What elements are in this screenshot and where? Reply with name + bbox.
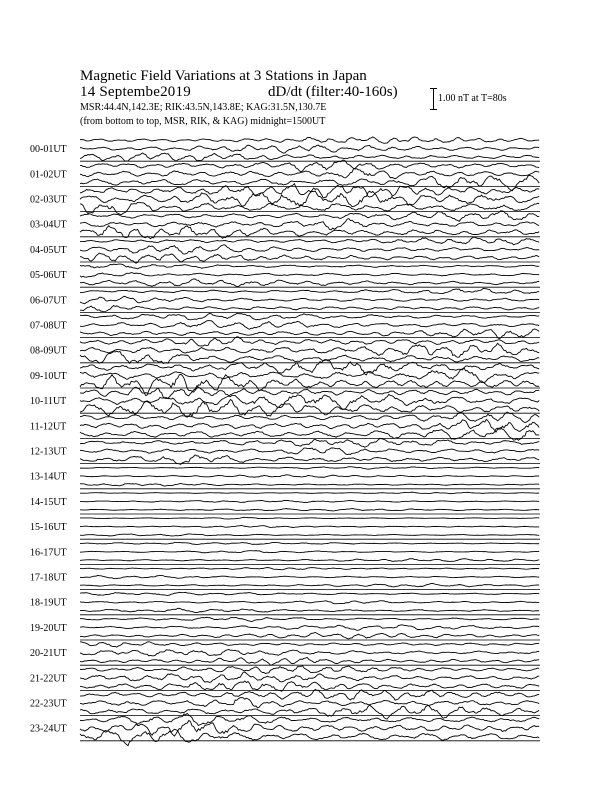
trace-rik [80, 601, 539, 604]
trace-kag [80, 568, 539, 570]
trace-msr [80, 329, 539, 339]
row-label: 21-22UT [30, 673, 67, 685]
row-label: 00-01UT [30, 144, 67, 156]
trace-kag [80, 211, 539, 222]
row-label: 07-08UT [30, 320, 67, 332]
trace-msr [80, 583, 539, 586]
trace-rik [80, 448, 539, 455]
trace-kag [80, 184, 539, 198]
row-label: 17-18UT [30, 572, 67, 584]
row-label: 20-21UT [30, 648, 67, 660]
trace-kag [80, 642, 539, 647]
row-label: 16-17UT [30, 547, 67, 559]
trace-rik [80, 296, 539, 303]
trace-kag [80, 137, 539, 143]
trace-msr [80, 705, 539, 719]
trace-rik [80, 625, 539, 631]
trace-msr [80, 306, 539, 312]
chart-units: dD/dt (filter:40-160s) [268, 84, 398, 100]
row-label: 06-07UT [30, 295, 67, 307]
trace-rik [80, 475, 539, 477]
row-label: 02-03UT [30, 194, 67, 206]
trace-kag [80, 492, 539, 493]
trace-rik [80, 698, 539, 708]
chart-title: Magnetic Field Variations at 3 Stations in Japan [80, 68, 367, 84]
trace-rik [80, 273, 539, 278]
row-label: 13-14UT [30, 471, 67, 483]
row-label: 14-15UT [30, 496, 67, 508]
trace-kag [80, 617, 539, 621]
row-label: 04-05UT [30, 244, 67, 256]
trace-rik [80, 575, 539, 578]
trace-msr [80, 175, 539, 190]
trace-msr [80, 657, 539, 665]
trace-msr [80, 374, 539, 395]
trace-rik [80, 145, 539, 153]
trace-kag [80, 289, 539, 294]
trace-rik [80, 169, 539, 179]
trace-msr [80, 559, 539, 562]
trace-msr [80, 351, 539, 363]
trace-rik [80, 245, 539, 254]
row-label: 03-04UT [30, 219, 67, 231]
row-label: 01-02UT [30, 169, 67, 181]
trace-kag [80, 689, 539, 700]
trace-rik [80, 525, 539, 527]
trace-rik [80, 321, 539, 330]
trace-rik [80, 219, 539, 230]
trace-rik [80, 419, 539, 432]
trace-rik [80, 500, 539, 502]
trace-kag [80, 542, 539, 544]
trace-rik [80, 368, 539, 383]
trace-kag [80, 517, 539, 519]
row-label: 22-23UT [30, 698, 67, 710]
row-label: 19-20UT [30, 622, 67, 634]
trace-kag [80, 313, 539, 319]
trace-kag [80, 666, 539, 674]
trace-msr [80, 279, 539, 287]
row-label: 09-10UT [30, 370, 67, 382]
row-label: 23-24UT [30, 723, 67, 735]
row-label: 08-09UT [30, 345, 67, 357]
trace-kag [80, 592, 539, 595]
trace-msr [80, 729, 539, 745]
trace-msr [80, 202, 539, 214]
scale-label: 1.00 nT at T=80s [438, 93, 507, 104]
trace-rik [80, 649, 539, 656]
trace-msr [80, 455, 539, 464]
trace-msr [80, 632, 539, 638]
trace-msr [80, 509, 539, 511]
trace-msr [80, 534, 539, 536]
station-order-note: (from bottom to top, MSR, RIK, & KAG) midnight=1500UT [80, 116, 326, 127]
trace-rik [80, 394, 539, 409]
row-label: 05-06UT [30, 270, 67, 282]
trace-kag [80, 237, 539, 245]
trace-kag [80, 264, 539, 269]
row-label: 11-12UT [30, 421, 67, 433]
trace-kag [80, 439, 539, 448]
trace-kag [80, 713, 539, 725]
trace-kag [80, 467, 539, 469]
row-label: 18-19UT [30, 597, 67, 609]
trace-msr [80, 153, 539, 161]
chart-date: 14 Septembe2019 [80, 84, 191, 100]
row-label: 15-16UT [30, 522, 67, 534]
trace-rik [80, 551, 539, 553]
trace-kag [80, 337, 539, 346]
trace-msr [80, 483, 539, 486]
row-label: 12-13UT [30, 446, 67, 458]
trace-msr [80, 608, 539, 612]
trace-kag [80, 160, 539, 171]
trace-msr [80, 681, 539, 691]
row-label: 10-11UT [30, 396, 67, 408]
trace-rik [80, 672, 539, 682]
station-coordinates: MSR:44.4N,142.3E; RIK:43.5N,143.8E; KAG:31.5N,130.7E [80, 102, 327, 113]
